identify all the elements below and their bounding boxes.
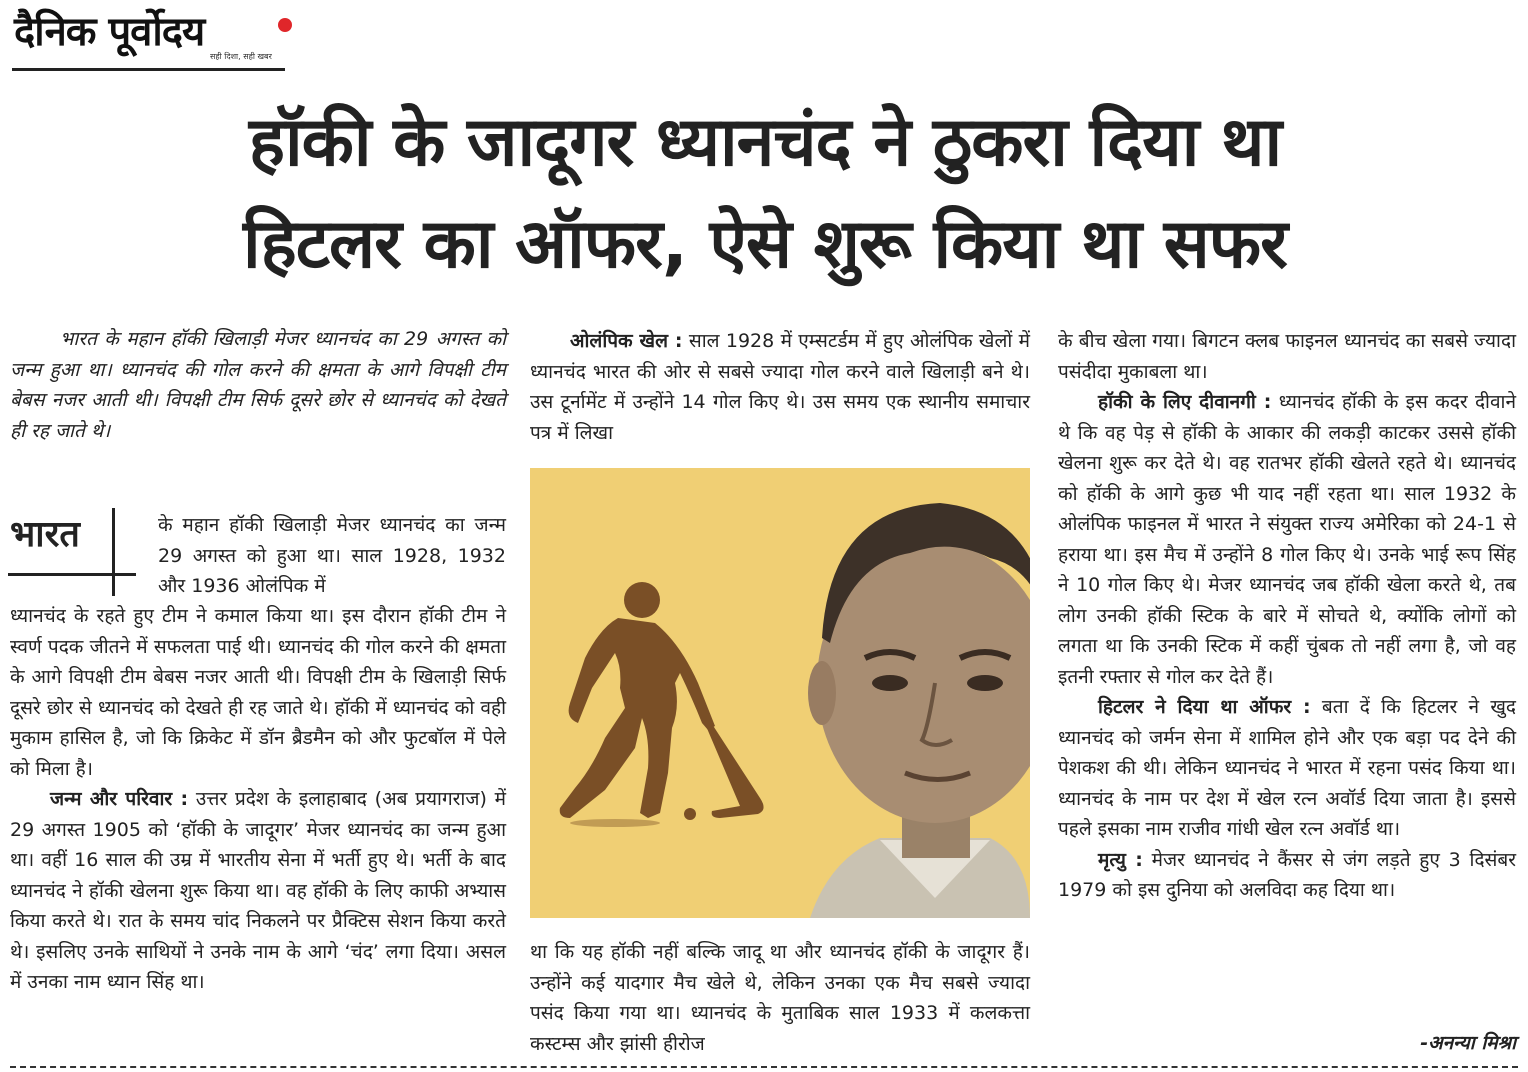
passion-text: ध्यानचंद हॉकी के इस कदर दीवाने थे कि वह पेड़ से हॉकी के आकार की लकड़ी काटकर उससे हॉकी खेलना शुरू कर देते थे। वह रातभर हॉकी खेलते रहते थे। ध्यानचंद को हॉकी के आगे कुछ भी याद नहीं रहता था। साल 1932 के ओलंपिक फाइनल में भारत ने संयुक्त राज्य अमेरिका को 24-1 से हराया था। इस मैच में उन्होंने 8 गोल किए थे। उनके भाई रूप सिंह ने 10 गोल किए थे। मेजर ध्यानचंद जब हॉकी खेला करते थे, तब लोग उनकी हॉकी स्टिक के बारे में सोचते थे, क्योंकि लोगों को लगता था कि उनकी स्टिक में कहीं चुंबक तो नहीं लगा है, जो वह इतनी रफ्तार से गोल कर देते हैं। xyxy=(1058,391,1517,688)
column-2-bottom xyxy=(530,937,1030,1059)
column-1-lead xyxy=(158,510,506,602)
column-2-top xyxy=(530,326,1030,448)
subhead-passion: हॉकी के लिए दीवानगी : xyxy=(1098,391,1272,413)
passion-section xyxy=(1058,387,1516,692)
headline xyxy=(40,92,1490,296)
column-1-birth-section xyxy=(10,784,506,998)
column-1-lead-continued: ध्यानचंद के रहते हुए टीम ने कमाल किया था। इस दौरान हॉकी टीम ने स्वर्ण पदक जीतने में सफलता पाई थी। ध्यानचंद की गोल करने की क्षमता के आगे विपक्षी टीम बेबस नजर आती थी। विपक्षी टीम के खिलाड़ी सिर्फ दूसरे छोर से ध्यानचंद को देखते ही रह जाते थे। हॉकी में ध्यानचंद को वही मुकाम हासिल है, जो कि क्रिकेट में डॉन ब्रैडमैन को और फुटबॉल में पेले को मिला है। xyxy=(10,605,506,780)
newspaper-logo[interactable]: दैनिक पूर्वोदय xyxy=(14,9,205,55)
column-3 xyxy=(1058,326,1516,906)
column-1-lead-text: के महान हॉकी खिलाड़ी मेजर ध्यानचंद का जन्म 29 अगस्त को हुआ था। साल 1928, 1932 और 1936 ओलंपिक में xyxy=(158,514,506,597)
logo-tagline: सही दिशा, सही खबर xyxy=(210,52,272,61)
subhead-hitler-offer: हिटलर ने दिया था ऑफर : xyxy=(1098,696,1311,718)
dropcap-divider xyxy=(112,508,115,596)
subhead-death: मृत्यु : xyxy=(1098,848,1143,871)
death-text: मेजर ध्यानचंद ने कैंसर से जंग लड़ते हुए 3 दिसंबर 1979 को इस दुनिया को अलविदा कह दिया था। xyxy=(1058,848,1516,901)
dropcap-underline xyxy=(8,573,136,576)
column-3-lead: के बीच खेला गया। बिगटन क्लब फाइनल ध्यानचंद का सबसे ज्यादा पसंदीदा मुकाबला था। xyxy=(1058,330,1516,383)
hitler-offer-text: बता दें कि हिटलर ने खुद ध्यानचंद को जर्मन सेना में शामिल होने और एक बड़ा पद देने की पेशकश की थी। लेकिन ध्यानचंद ने भारत में रहना पसंद किया था। ध्यानचंद के नाम पर देश में खेल रत्न अवॉर्ड दिया जाता है। इससे पहले इसका नाम राजीव गांधी खेल रत्न अवॉर्ड था। xyxy=(1058,696,1516,840)
olympics-section xyxy=(530,326,1030,448)
masthead xyxy=(12,8,287,72)
subhead-birth-family: जन्म और परिवार : xyxy=(50,788,189,810)
column-1-body xyxy=(10,601,506,998)
intro-paragraph: भारत के महान हॉकी खिलाड़ी मेजर ध्यानचंद का 29 अगस्त को जन्म हुआ था। ध्यानचंद की गोल करने की क्षमता के आगे विपक्षी टीम बेबस नजर आती थी। विपक्षी टीम सिर्फ दूसरे छोर से ध्यानचंद को देखते ही रह जाते थे। xyxy=(10,328,506,442)
dropcap-word: भारत xyxy=(10,514,80,555)
photo-illustration xyxy=(530,468,1030,918)
olympics-text: साल 1928 में एम्सटर्डम में हुए ओलंपिक खेलों में ध्यानचंद भारत की ओर से सबसे ज्यादा गोल करने वाले खिलाड़ी बने थे। उस टूर्नामेंट में उन्होंने 14 गोल किए थे। उस समय एक स्थानीय समाचार पत्र में लिखा xyxy=(530,330,1030,444)
bottom-dashed-rule xyxy=(10,1066,1518,1068)
hitler-offer-section xyxy=(1058,692,1516,845)
column-2-bottom-text: था कि यह हॉकी नहीं बल्कि जादू था और ध्यानचंद हॉकी के जादूगर हैं। उन्होंने कई यादगार मैच खेले थे, लेकिन उनका एक मैच सबसे ज्यादा पसंद किया गया था। ध्यानचंद के मुताबिक साल 1933 में कलकत्ता कस्टम्स और झांसी हीरोज xyxy=(530,941,1030,1055)
headline-line-2: हिटलर का ऑफर, ऐसे शुरू किया था सफर xyxy=(243,205,1287,284)
dhyanchand-photo xyxy=(530,468,1030,918)
birth-family-text: उत्तर प्रदेश के इलाहाबाद (अब प्रयागराज) में 29 अगस्त 1905 को ‘हॉकी के जादूगर’ मेजर ध्यानचंद का जन्म हुआ था। वहीं 16 साल की उम्र में भारतीय सेना में भर्ती हुए थे। भर्ती के बाद ध्यानचंद ने हॉकी खेलना शुरू किया था। वह हॉकी के लिए काफी अभ्यास किया करते थे। रात के समय चांद निकलने पर प्रैक्टिस सेशन किया करते थे। इसलिए उनके साथियों ने उनके नाम के आगे ‘चंद’ लगा दिया। असल में उनका नाम ध्यान सिंह था। xyxy=(10,788,506,993)
author-byline: -अनन्या मिश्रा xyxy=(1420,1032,1516,1054)
headline-line-1: हॉकी के जादूगर ध्यानचंद ने ठुकरा दिया था xyxy=(248,103,1282,182)
masthead-rule xyxy=(12,68,285,71)
logo-dot-icon xyxy=(278,18,292,32)
subhead-olympics: ओलंपिक खेल : xyxy=(570,330,683,352)
death-section xyxy=(1058,845,1516,906)
